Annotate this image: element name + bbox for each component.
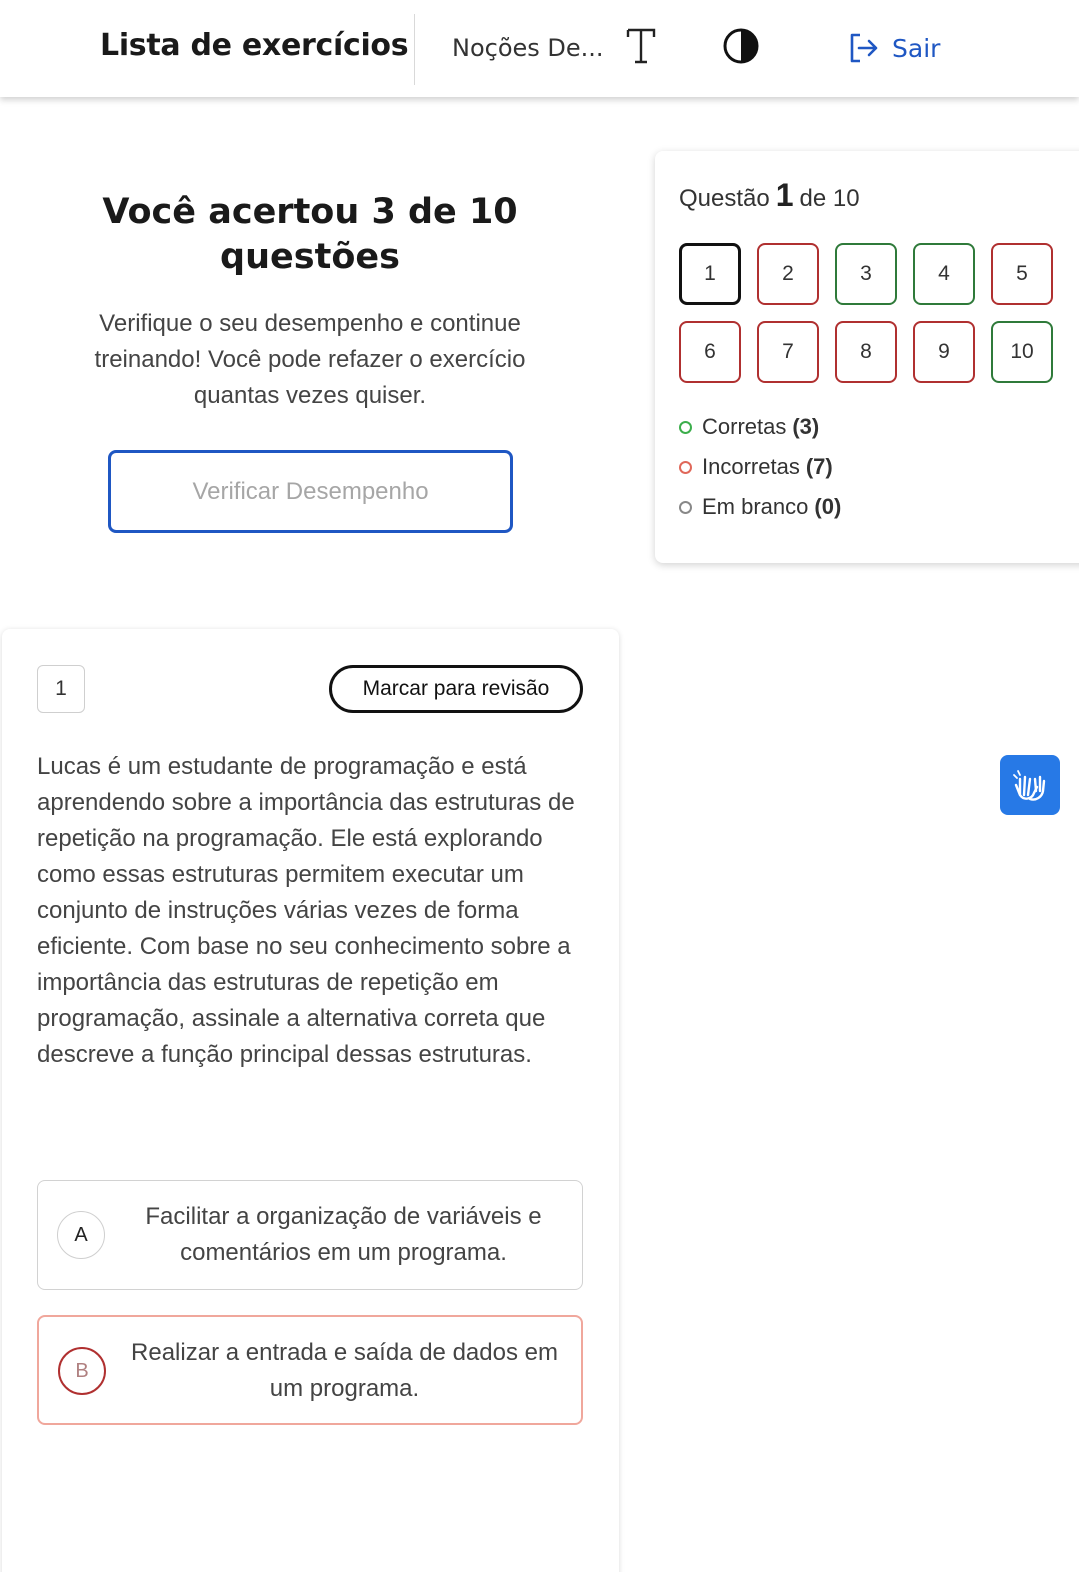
question-nav-button-7[interactable]: 7: [757, 321, 819, 383]
header-divider: [414, 14, 415, 85]
alternative-b[interactable]: [37, 1315, 583, 1425]
question-nav-button-10[interactable]: 10: [991, 321, 1053, 383]
alternative-letter: B: [58, 1347, 106, 1395]
page-title: Lista de exercícios: [100, 28, 409, 63]
question-counter-current: 1: [775, 177, 794, 213]
subject-title: Noções De...: [452, 34, 604, 62]
legend-item: [679, 407, 841, 447]
question-card: [2, 629, 619, 1572]
logout-button[interactable]: [846, 30, 940, 66]
question-counter: [679, 177, 860, 214]
question-text: Lucas é um estudante de programação e está aprendendo sobre a importância das estruturas de repetição na programação. Ele está explorando como essas estruturas permitem executar um conjunto de instruções várias vezes de forma eficiente. Com base no seu conhecimento sobre a importância das estruturas de repetição em programação, assinale a alternativa correta que descreve a função principal dessas estruturas.: [37, 753, 575, 1068]
legend-dot-icon: [679, 421, 692, 434]
question-navigator: [655, 151, 1079, 563]
alternative-text: Realizar a entrada e saída de dados em um programa.: [131, 1339, 558, 1402]
question-nav-button-2[interactable]: 2: [757, 243, 819, 305]
sign-language-button[interactable]: [1000, 755, 1060, 815]
question-nav-button-4[interactable]: 4: [913, 243, 975, 305]
legend-item: [679, 487, 841, 527]
legend-label: Em branco: [702, 494, 809, 519]
question-number-badge: 1: [37, 665, 85, 713]
question-nav-button-5[interactable]: 5: [991, 243, 1053, 305]
mark-for-review-button[interactable]: Marcar para revisão: [329, 665, 583, 713]
result-title: Você acertou 3 de 10 questões: [102, 192, 518, 277]
legend-item: [679, 447, 841, 487]
alternative-text: Facilitar a organização de variáveis e comentários em um programa.: [145, 1203, 542, 1266]
question-nav-button-9[interactable]: 9: [913, 321, 975, 383]
question-nav-button-3[interactable]: 3: [835, 243, 897, 305]
logout-icon: [846, 31, 880, 65]
sign-language-hands-icon: [1010, 765, 1050, 805]
legend-dot-icon: [679, 501, 692, 514]
question-nav-button-6[interactable]: 6: [679, 321, 741, 383]
question-nav-button-8[interactable]: 8: [835, 321, 897, 383]
legend-label: Incorretas: [702, 454, 800, 479]
question-counter-prefix: Questão: [679, 185, 770, 212]
legend-count: (3): [792, 414, 820, 439]
legend-label: Corretas: [702, 414, 787, 439]
legend-count: (0): [814, 494, 842, 519]
legend-count: (7): [805, 454, 833, 479]
contrast-icon[interactable]: [722, 27, 760, 65]
question-counter-suffix: de 10: [799, 185, 860, 212]
logout-label: Sair: [892, 33, 941, 63]
verify-performance-button[interactable]: Verificar Desempenho: [108, 450, 513, 533]
result-description: Verifique o seu desempenho e continue treinando! Você pode refazer o exercício quantas vezes quiser.: [94, 310, 526, 409]
alternative-a[interactable]: [37, 1180, 583, 1290]
legend-dot-icon: [679, 461, 692, 474]
top-header: [0, 0, 1079, 97]
text-size-icon[interactable]: [624, 26, 658, 66]
alternative-letter: A: [57, 1211, 105, 1259]
status-legend: [679, 407, 841, 527]
question-nav-button-1[interactable]: 1: [679, 243, 741, 305]
